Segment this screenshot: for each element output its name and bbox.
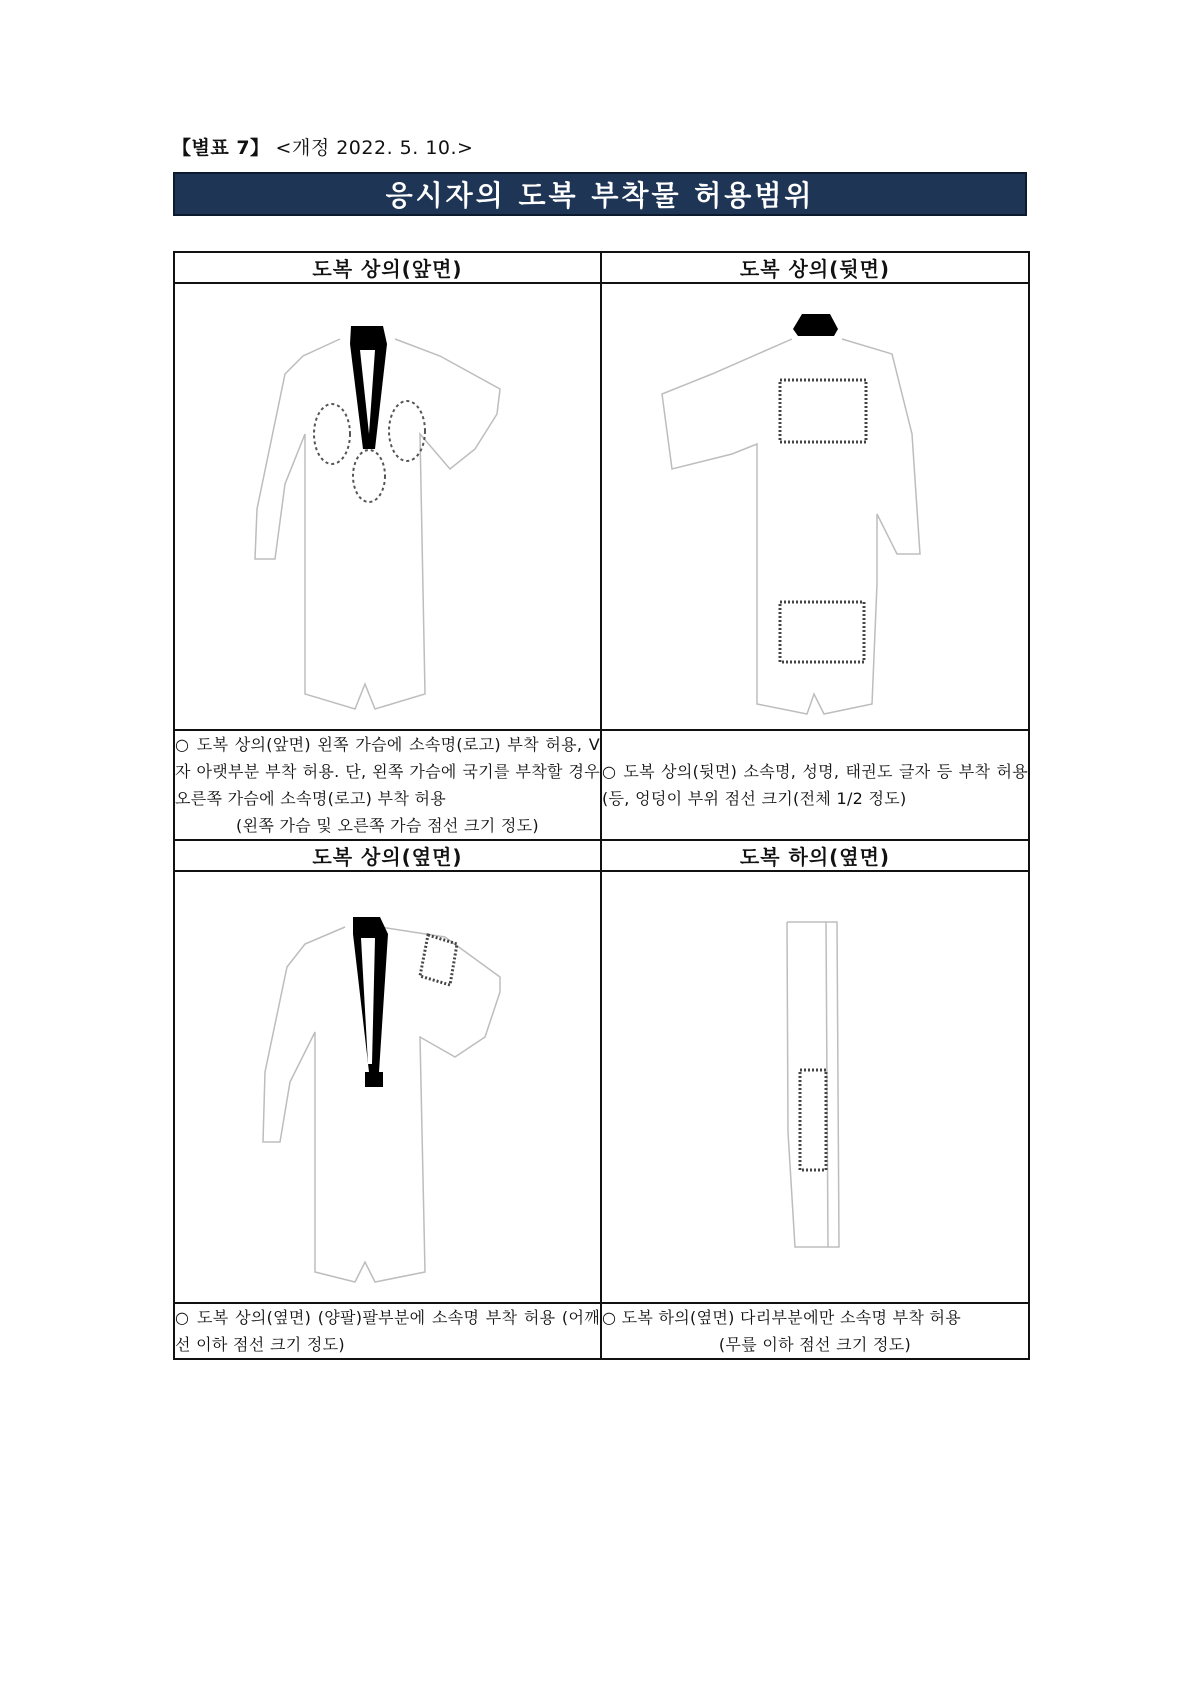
front-top-note-sub: (왼쪽 가슴 및 오른쪽 가슴 점선 크기 정도) [236,816,539,835]
appendix-tag: 【별표 7】 [172,137,270,159]
document-title-banner: 응시자의 도복 부착물 허용범위 [173,172,1027,216]
back-top-figure [601,283,1029,730]
pants-side-illustration [602,872,1030,1302]
side-top-note [174,1303,601,1359]
back-top-heading: 도복 상의(뒷면) [601,252,1029,283]
side-pants-note-text: ○ 도복 하의(옆면) 다리부분에만 소속명 부착 허용 [602,1308,962,1327]
side-pants-note [601,1303,1029,1359]
front-top-heading: 도복 상의(앞면) [174,252,601,283]
side-top-note-text: ○ 도복 상의(옆면) (양팔)팔부분에 소속명 부착 허용 (어깨선 이하 점선 크기 정도) [175,1308,600,1354]
side-pants-figure [601,871,1029,1303]
back-top-note [601,730,1029,840]
front-top-figure [174,283,601,730]
uniform-side-illustration [175,872,602,1302]
front-top-note [174,730,601,840]
uniform-back-illustration [602,284,1030,729]
revision-date: <개정 2022. 5. 10.> [275,137,474,159]
back-top-note-text: ○ 도복 상의(뒷면) 소속명, 성명, 태권도 글자 등 부착 허용 (등, 엉덩이 부위 점선 크기(전체 1/2 정도) [602,762,1028,808]
side-pants-note-sub: (무릎 이하 점선 크기 정도) [718,1335,912,1354]
side-top-heading: 도복 상의(옆면) [174,840,601,871]
appendix-header [172,133,473,160]
uniform-front-illustration [175,284,602,729]
side-top-figure [174,871,601,1303]
uniform-attachment-table [173,251,1030,1360]
front-top-note-text: ○ 도복 상의(앞면) 왼쪽 가슴에 소속명(로고) 부착 허용, V자 아랫부분 부착 허용. 단, 왼쪽 가슴에 국기를 부착할 경우 오른쪽 가슴에 소속명(로고) 부착 허용 [175,735,600,808]
side-pants-heading: 도복 하의(옆면) [601,840,1029,871]
